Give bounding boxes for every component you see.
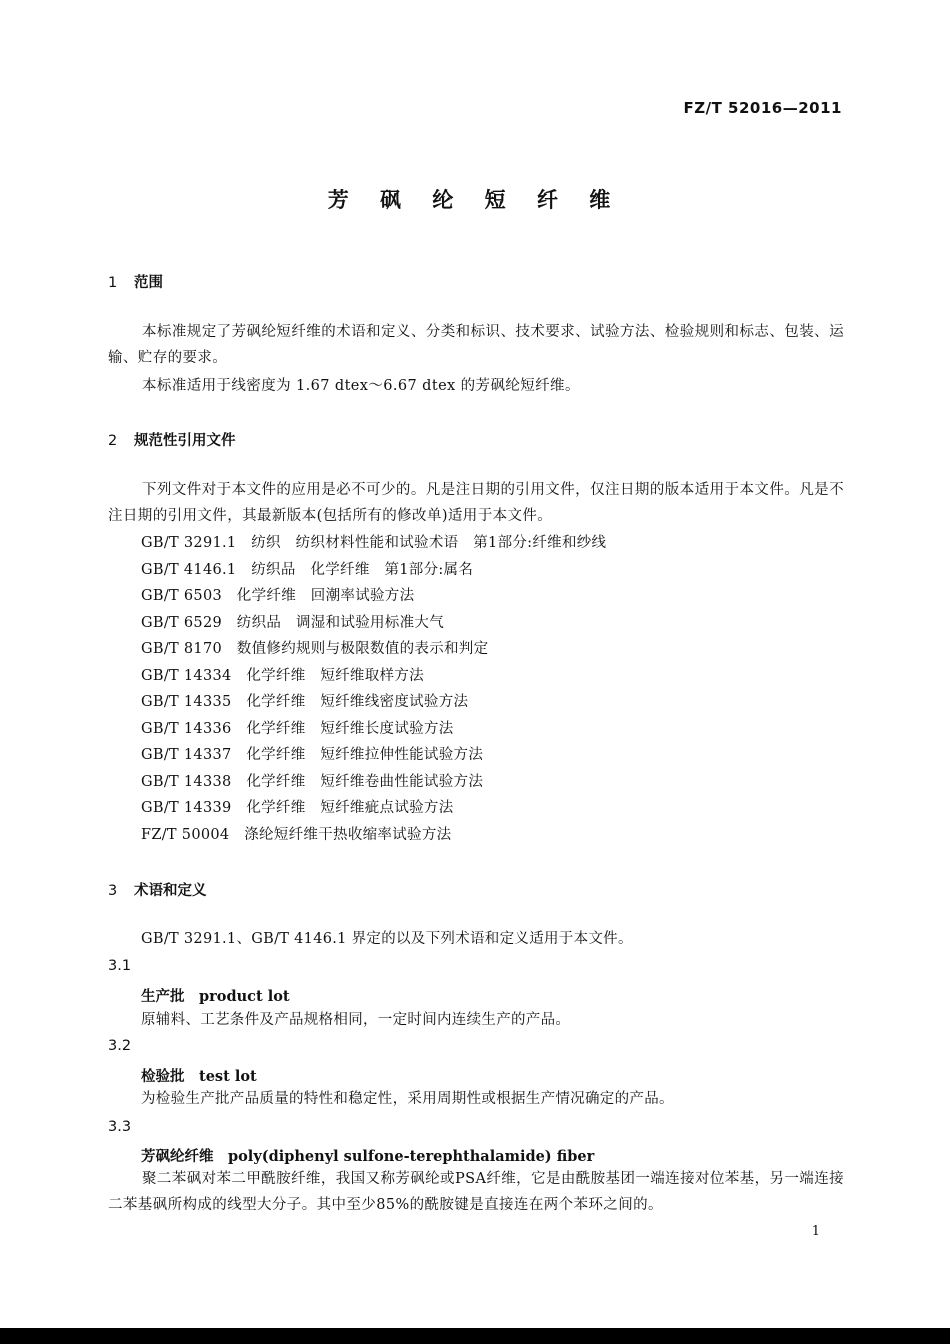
clause-number: 3.1 [108,958,132,974]
clause-number: 3.2 [108,1038,132,1054]
term-definition: 为检验生产批产品质量的特性和稳定性，采用周期性或根据生产情况确定的产品。 [141,1091,674,1107]
term-heading: 芳砜纶纤维 poly(diphenyl sulfone-terephthalamide) fiber [141,1148,595,1165]
reference-item: GB/T 6503 化学纤维 回潮率试验方法 [141,588,415,604]
paragraph: 本标准规定了芳砜纶短纤维的术语和定义、分类和标识、技术要求、试验方法、检验规则和标志、包装、运输、贮存的要求。 [108,324,844,366]
section-heading-3 [108,879,207,900]
section-number: 1 [108,275,118,291]
paragraph: GB/T 3291.1、GB/T 4146.1 界定的以及下列术语和定义适用于本文件。 [141,931,633,947]
section-heading-2 [108,429,236,450]
reference-item: GB/T 14336 化学纤维 短纤维长度试验方法 [141,721,454,737]
reference-item: GB/T 8170 数值修约规则与极限数值的表示和判定 [141,641,489,657]
reference-item: FZ/T 50004 涤纶短纤维干热收缩率试验方法 [141,827,452,843]
section-title: 范围 [134,275,163,291]
paragraph: 本标准适用于线密度为 1.67 dtex～6.67 dtex 的芳砜纶短纤维。 [142,378,580,394]
clause-number: 3.3 [108,1119,132,1135]
term-heading: 生产批 product lot [141,988,290,1005]
page-number: 1 [811,1224,820,1239]
reference-item: GB/T 14334 化学纤维 短纤维取样方法 [141,668,424,684]
document-title: 芳 砜 纶 短 纤 维 [327,188,623,212]
reference-item: GB/T 3291.1 纺织 纺织材料性能和试验术语 第1部分:纤维和纱线 [141,535,607,551]
term-definition: 原辅料、工艺条件及产品规格相同，一定时间内连续生产的产品。 [141,1012,571,1028]
section-title: 术语和定义 [134,883,207,899]
term-definition: 聚二苯砜对苯二甲酰胺纤维，我国又称芳砜纶或PSA纤维，它是由酰胺基团一端连接对位苯基，另一端连接二苯基砜所构成的线型大分子。其中至少85%的酰胺键是直接连在两个苯环之间的。 [108,1171,844,1213]
section-title: 规范性引用文件 [134,433,236,449]
reference-item: GB/T 4146.1 纺织品 化学纤维 第1部分:属名 [141,562,474,578]
section-number: 3 [108,883,118,899]
reference-item: GB/T 14338 化学纤维 短纤维卷曲性能试验方法 [141,774,484,790]
standard-code: FZ/T 52016—2011 [683,99,842,117]
footer-bar [0,1328,950,1344]
section-heading-1 [108,271,163,292]
paragraph: 下列文件对于本文件的应用是必不可少的。凡是注日期的引用文件，仅注日期的版本适用于本文件。凡是不注日期的引用文件，其最新版本(包括所有的修改单)适用于本文件。 [108,482,844,524]
reference-item: GB/T 6529 纺织品 调湿和试验用标准大气 [141,615,445,631]
reference-item: GB/T 14339 化学纤维 短纤维疵点试验方法 [141,800,454,816]
term-heading: 检验批 test lot [141,1068,257,1085]
section-number: 2 [108,433,118,449]
reference-item: GB/T 14335 化学纤维 短纤维线密度试验方法 [141,694,469,710]
reference-item: GB/T 14337 化学纤维 短纤维拉伸性能试验方法 [141,747,484,763]
